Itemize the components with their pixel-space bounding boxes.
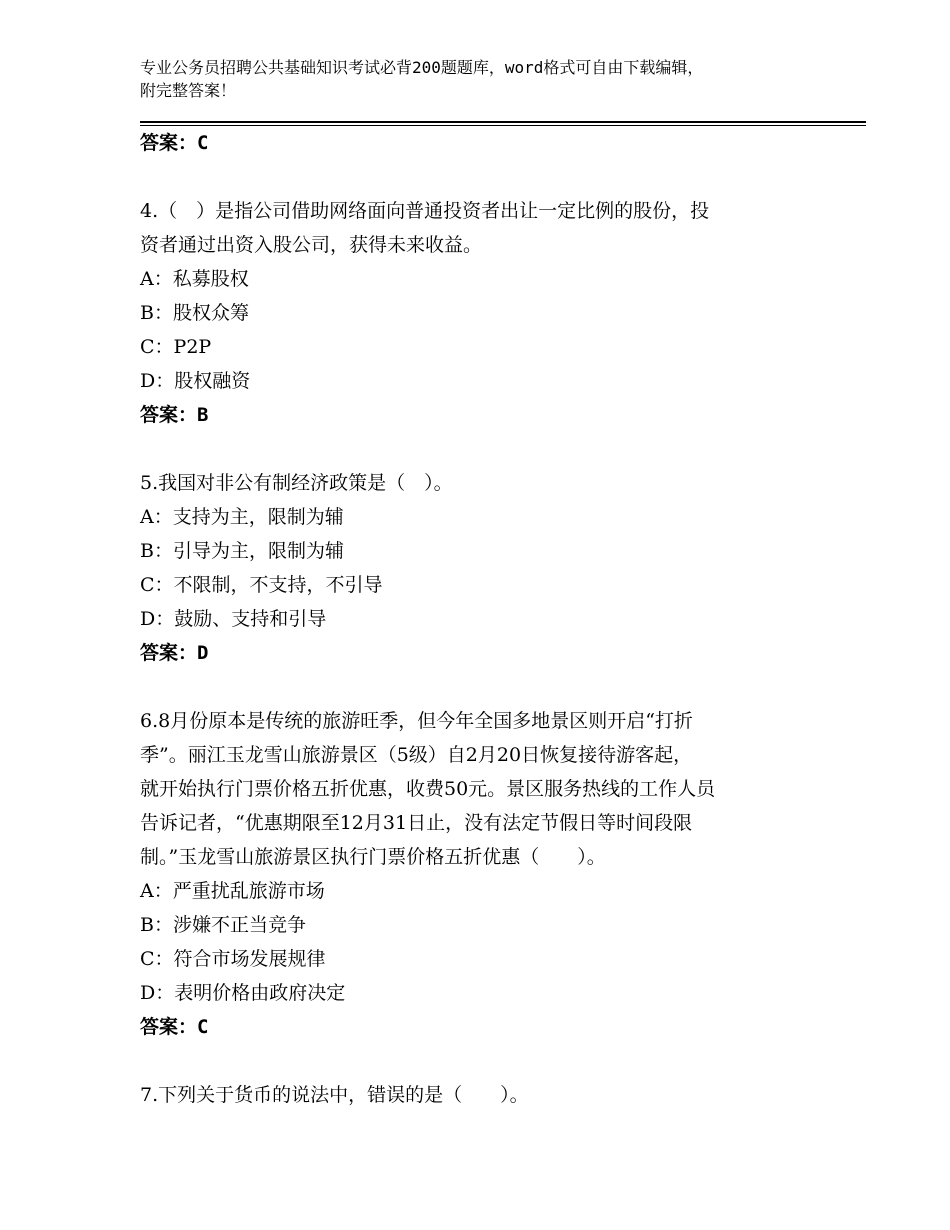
question-6-text-5: 制。”玉龙雪山旅游景区执行门票价格五折优惠（ ）。 [140, 846, 606, 868]
spacer [140, 432, 840, 466]
question-6-text-1: 6.8月份原本是传统的旅游旺季，但今年全国多地景区则开启“打折 [140, 710, 693, 732]
question-5-option-c: C：不限制，不支持，不引导 [140, 574, 383, 596]
spacer [140, 670, 840, 704]
question-7 [140, 1078, 840, 1112]
question-4-answer: 答案：B [140, 404, 209, 426]
header-line-1: 专业公务员招聘公共基础知识考试必背200题题库，word格式可自由下载编辑， [140, 58, 704, 77]
question-6 [140, 704, 840, 1044]
question-6-text-2: 季”。丽江玉龙雪山旅游景区（5级）自2月20日恢复接待游客起， [140, 744, 693, 766]
question-4-option-b: B：股权众筹 [140, 302, 249, 324]
question-4 [140, 194, 840, 432]
question-7-text-1: 7.下列关于货币的说法中，错误的是（ ）。 [140, 1084, 529, 1106]
question-5-option-b: B：引导为主，限制为辅 [140, 540, 344, 562]
question-5-option-d: D：鼓励、支持和引导 [140, 608, 327, 630]
question-5-text-1: 5.我国对非公有制经济政策是（ ）。 [140, 472, 453, 494]
question-6-option-d: D：表明价格由政府决定 [140, 982, 346, 1004]
question-6-text-3: 就开始执行门票价格五折优惠，收费50元。景区服务热线的工作人员 [140, 778, 716, 800]
question-4-option-d: D：股权融资 [140, 370, 251, 392]
question-6-answer: 答案：C [140, 1016, 209, 1038]
question-5-option-a: A：支持为主，限制为辅 [140, 506, 344, 528]
question-6-text-4: 告诉记者，“优惠期限至12月31日止，没有法定节假日等时间段限 [140, 812, 693, 834]
question-6-option-c: C：符合市场发展规律 [140, 948, 326, 970]
spacer [140, 160, 840, 194]
header-rule-thick [140, 121, 866, 123]
question-content [140, 126, 840, 1112]
answer-prev: 答案：C [140, 132, 209, 154]
page-header [140, 56, 840, 102]
question-4-text-1: 4.（ ）是指公司借助网络面向普通投资者出让一定比例的股份，投 [140, 200, 710, 222]
question-5 [140, 466, 840, 670]
question-6-option-a: A：严重扰乱旅游市场 [140, 880, 325, 902]
header-line-2: 附完整答案！ [140, 81, 237, 100]
question-4-option-c: C：P2P [140, 336, 212, 358]
spacer [140, 1044, 840, 1078]
question-5-answer: 答案：D [140, 642, 209, 664]
question-4-text-2: 资者通过出资入股公司，获得未来收益。 [140, 234, 483, 256]
question-4-option-a: A：私募股权 [140, 268, 249, 290]
question-6-option-b: B：涉嫌不正当竞争 [140, 914, 306, 936]
